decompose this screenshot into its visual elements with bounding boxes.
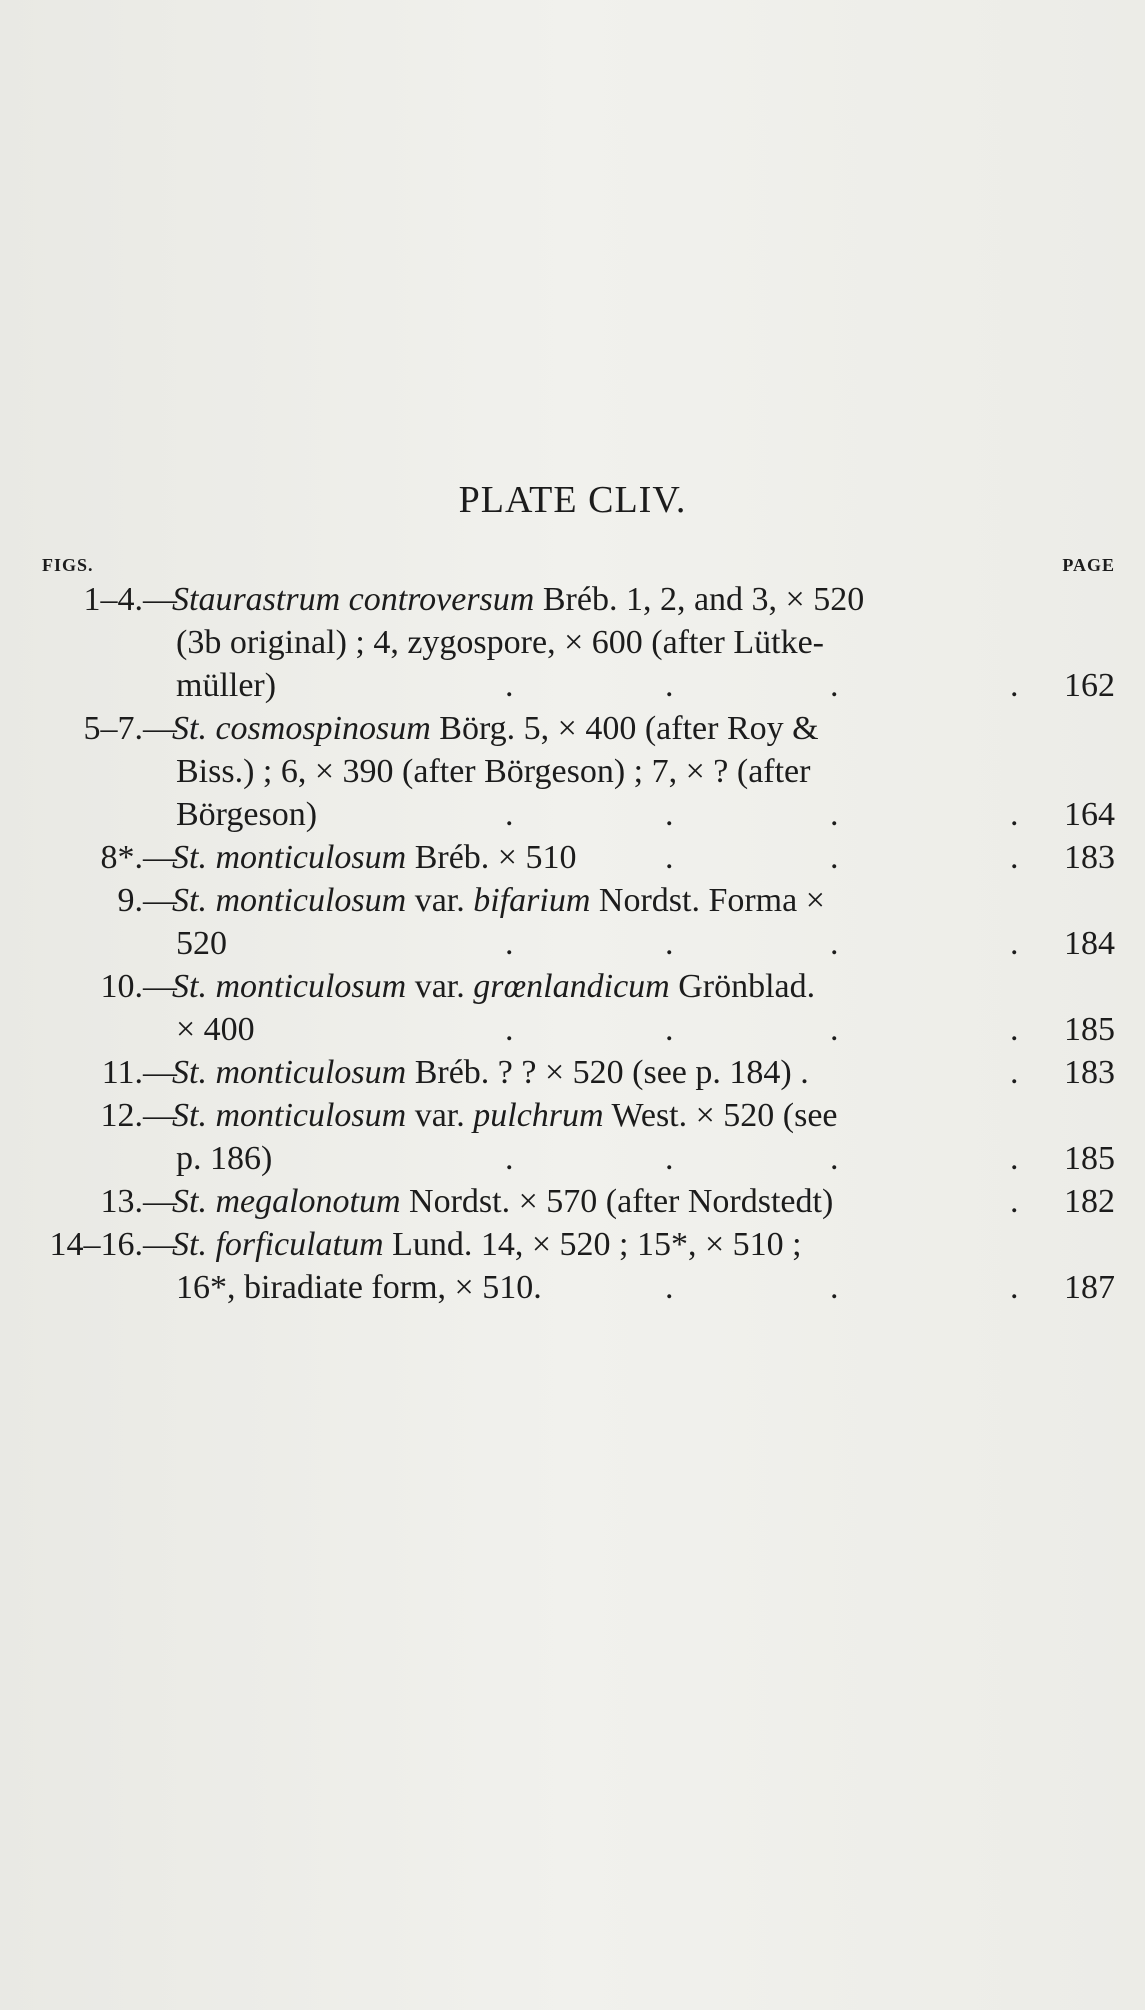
legend-text: × 400 (176, 1011, 255, 1048)
legend-line (0, 1094, 1145, 1137)
leader-dot: . (830, 667, 839, 704)
leader-dot: . (830, 1140, 839, 1177)
figure-number: 10.— (100, 968, 177, 1005)
leader-dot: . (1010, 1140, 1019, 1177)
legend-text: St. monticulosum var. grœnlandicum Grönblad. (172, 968, 816, 1005)
leader-dot: . (505, 667, 514, 704)
legend-line (0, 664, 1145, 707)
species-name: St. monticulosum (172, 882, 407, 919)
page-reference: 182 (1064, 1183, 1115, 1220)
figure-number: 14–16.— (49, 1226, 177, 1263)
leader-dot: . (830, 839, 839, 876)
legend-text: p. 186) (176, 1140, 273, 1177)
figure-number: 5–7.— (83, 710, 177, 747)
legend-text: Staurastrum controversum Bréb. 1, 2, and 3, × 520 (172, 581, 865, 618)
leader-dot: . (665, 667, 674, 704)
figs-column-header: FIGS. (42, 555, 94, 575)
legend-text: St. monticulosum var. pulchrum West. × 520 (see (172, 1097, 838, 1134)
legend-text: St. monticulosum var. bifarium Nordst. Forma × (172, 882, 825, 919)
page-reference: 162 (1064, 667, 1115, 704)
leader-dot: . (665, 925, 674, 962)
legend-line (0, 621, 1145, 664)
legend-text: St. cosmospinosum Börg. 5, × 400 (after Roy & (172, 710, 819, 747)
leader-dot: . (1010, 1011, 1019, 1048)
legend-line (0, 922, 1145, 965)
legend-entry (0, 1180, 1145, 1223)
species-name: St. megalonotum (172, 1183, 401, 1220)
page-reference: 185 (1064, 1011, 1115, 1048)
legend-entry (0, 965, 1145, 1051)
variety-name: bifarium (473, 882, 591, 919)
legend-entry (0, 578, 1145, 707)
legend-text: 16*, biradiate form, × 510. (176, 1269, 542, 1306)
legend-line (0, 707, 1145, 750)
legend-line (0, 1180, 1145, 1223)
leader-dot: . (830, 796, 839, 833)
leader-dot: . (505, 796, 514, 833)
page-reference: 183 (1064, 839, 1115, 876)
species-name: St. monticulosum (172, 968, 407, 1005)
figure-number: 13.— (100, 1183, 177, 1220)
legend-entry (0, 879, 1145, 965)
species-name: St. forficulatum (172, 1226, 384, 1263)
legend-line (0, 965, 1145, 1008)
legend-entry (0, 1223, 1145, 1309)
leader-dot: . (1010, 925, 1019, 962)
leader-dot: . (505, 925, 514, 962)
legend-line (0, 750, 1145, 793)
figure-number: 8*.— (100, 839, 177, 876)
legend-text: St. monticulosum Bréb. × 510 (172, 839, 577, 876)
species-name: St. monticulosum (172, 1097, 407, 1134)
leader-dot: . (830, 1011, 839, 1048)
species-name: St. cosmospinosum (172, 710, 431, 747)
figure-number: 9.— (117, 882, 177, 919)
leader-dot: . (665, 839, 674, 876)
page-reference: 187 (1064, 1269, 1115, 1306)
figure-number: 12.— (100, 1097, 177, 1134)
legend-line (0, 1266, 1145, 1309)
variety-name: pulchrum (473, 1097, 604, 1134)
legend-line (0, 1051, 1145, 1094)
legend-text: Biss.) ; 6, × 390 (after Börgeson) ; 7, × ? (after (176, 753, 811, 790)
species-name: Staurastrum controversum (172, 581, 535, 618)
legend-entry (0, 707, 1145, 836)
leader-dot: . (665, 1140, 674, 1177)
legend-line (0, 879, 1145, 922)
legend-line (0, 836, 1145, 879)
leader-dot: . (665, 1269, 674, 1306)
legend-text: 520 (176, 925, 227, 962)
legend-text: müller) (176, 667, 277, 704)
legend-line (0, 793, 1145, 836)
leader-dot: . (1010, 796, 1019, 833)
figure-number: 1–4.— (83, 581, 177, 618)
plate-legend-list (0, 578, 1145, 1309)
leader-dot: . (665, 1011, 674, 1048)
variety-name: grœnlandicum (473, 968, 670, 1005)
legend-entry (0, 1051, 1145, 1094)
leader-dot: . (1010, 1054, 1019, 1091)
leader-dot: . (830, 1269, 839, 1306)
leader-dot: . (1010, 667, 1019, 704)
legend-line (0, 578, 1145, 621)
legend-text: Börgeson) (176, 796, 318, 833)
page-reference: 184 (1064, 925, 1115, 962)
legend-text: St. monticulosum Bréb. ? ? × 520 (see p. 184) . (172, 1054, 809, 1091)
leader-dot: . (505, 1011, 514, 1048)
species-name: St. monticulosum (172, 839, 407, 876)
legend-line (0, 1008, 1145, 1051)
legend-line (0, 1137, 1145, 1180)
leader-dot: . (505, 1140, 514, 1177)
figure-number: 11.— (101, 1054, 177, 1091)
page-reference: 183 (1064, 1054, 1115, 1091)
plate-title: PLATE CLIV. (458, 479, 687, 521)
leader-dot: . (665, 796, 674, 833)
leader-dot: . (1010, 839, 1019, 876)
legend-text: St. megalonotum Nordst. × 570 (after Nordstedt) (172, 1183, 834, 1220)
legend-entry (0, 1094, 1145, 1180)
page-reference: 185 (1064, 1140, 1115, 1177)
leader-dot: . (830, 925, 839, 962)
species-name: St. monticulosum (172, 1054, 407, 1091)
leader-dot: . (1010, 1269, 1019, 1306)
page-reference: 164 (1064, 796, 1115, 833)
legend-line (0, 1223, 1145, 1266)
legend-text: St. forficulatum Lund. 14, × 520 ; 15*, × 510 ; (172, 1226, 802, 1263)
legend-text: (3b original) ; 4, zygospore, × 600 (after Lütke- (176, 624, 824, 661)
leader-dot: . (1010, 1183, 1019, 1220)
legend-entry (0, 836, 1145, 879)
page-column-header: PAGE (1062, 555, 1115, 575)
